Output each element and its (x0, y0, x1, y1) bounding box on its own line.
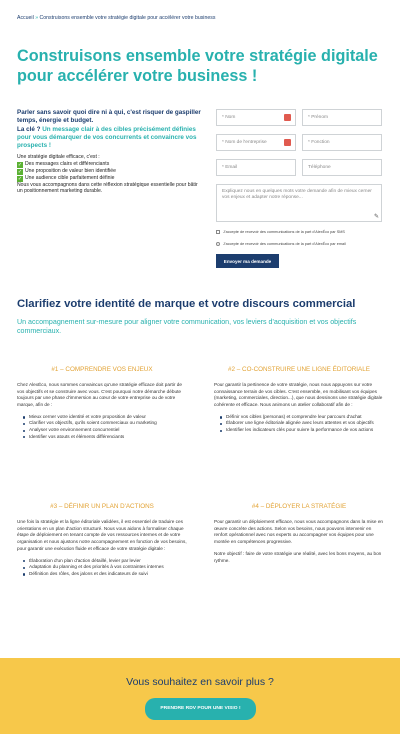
check-icon: ✓ (17, 168, 23, 175)
step-paragraph: Une fois la stratégie et la ligne éditoriale validées, il est essentiel de traduire ces orientations en un plan d'action structuré. Nous vous aidons à formaliser chaque étape de déploiement en tenant compte de vos ressources internes et de votre organisation et nous ajustons notre accompagnement en fonction de vos besoins, pour garantir une exécution fluide et efficace de votre stratégie digitale : (17, 519, 187, 551)
step-title: #3 – DÉFINIR UN PLAN D'ACTIONS (50, 503, 154, 510)
intro-lead: La clé ? (17, 125, 43, 133)
step-paragraph: Notre objectif : faire de votre stratégie une réalité, avec les bons moyens, au bon rythme. (214, 550, 382, 563)
page-title: Construisons ensemble votre stratégie digitale pour accélérer votre business ! (17, 47, 378, 85)
intro-text (17, 109, 202, 150)
contact-card-icon (284, 114, 291, 121)
cta-banner (0, 658, 400, 734)
step-bullet: Identifier les indicateurs clés pour suivre la performance de vos actions (220, 427, 384, 434)
step-bullet: Clarifier vos objectifs, qu'ils soient commerciaux ou marketing (23, 420, 187, 427)
contact-form (216, 109, 382, 268)
check-icon: ✓ (17, 175, 23, 182)
step-title: #2 – CO-CONSTRUIRE UNE LIGNE ÉDITORIALE (228, 366, 370, 373)
benefits-block (17, 154, 202, 195)
strategy-label: Une stratégie digitale efficace, c'est : (17, 154, 100, 160)
step-bullet: Identifier vos atouts et éléments différenciants (23, 434, 187, 441)
step-card (17, 503, 187, 577)
step-bullet: Mieux cerner votre identité et votre proposition de valeur (23, 414, 187, 421)
submit-button[interactable]: Envoyer ma demande (216, 254, 279, 268)
telephone-field[interactable]: Téléphone (302, 159, 382, 176)
consent-sms-checkbox[interactable] (216, 230, 220, 234)
step-title: #4 – DÉPLOYER LA STRATÉGIE (251, 503, 347, 510)
intro-line: Parler sans savoir quoi dire ni à qui, c'est risquer de gaspiller temps, énergie et budget. (17, 109, 201, 125)
fonction-field[interactable]: * Fonction (302, 134, 382, 151)
consent-email[interactable]: J'accepte de recevoir des communications de la part d'AlexÉco par email (216, 242, 382, 246)
step-card (214, 366, 384, 434)
contact-card-icon (284, 139, 291, 146)
breadcrumb-current: Construisons ensemble votre stratégie digitale pour accélérer votre business (39, 15, 216, 21)
benefits-outro: Nous vous accompagnons dans cette réflexion stratégique essentielle pour bâtir un positionnement marketing durable. (17, 181, 198, 195)
benefit-item: ✓ Une proposition de valeur bien identifiée (17, 167, 116, 175)
edit-icon: ✎ (373, 214, 379, 220)
step-bullet: Adaptation du planning et des priorités à vos contraintes internes (23, 564, 187, 571)
step-bullet: Analyser votre environnement concurrentiel (23, 427, 187, 434)
prenom-field[interactable]: * Prénom (302, 109, 382, 126)
check-icon: ✓ (17, 161, 23, 168)
book-visio-button[interactable]: PRENDRE RDV POUR UNE VISIO ! (145, 698, 256, 720)
step-card (17, 366, 187, 440)
nom-field[interactable]: * Nom (216, 109, 296, 126)
message-textarea[interactable]: Expliquez nous en quelques mots votre demande afin de mieux cerner vos enjeux et adapter notre réponse... ✎ (216, 184, 382, 222)
breadcrumb (17, 15, 215, 21)
step-bullet: Élaboration d'un plan d'action détaillé, levier par levier (23, 558, 187, 565)
benefit-item: ✓ Des messages clairs et différenciants (17, 160, 110, 168)
email-field[interactable]: * Email (216, 159, 296, 176)
benefit-item: ✓ Une audience cible parfaitement définie (17, 174, 115, 182)
step-paragraph: Pour garantir un déploiement efficace, nous vous accompagnons dans la mise en œuvre concrète des actions. Selon vos besoins, nous pouvons intervenir en renfort opérationnel avec nos experts ou accompagner vos équipes pour une montée en compétences progressive. (214, 519, 384, 545)
intro-highlight: Un message clair à des cibles précisément définies pour vous démarquer de vos concurrents et convaincre vos prospects ! (17, 125, 197, 150)
section-title: Clarifiez votre identité de marque et votre discours commercial (17, 298, 356, 310)
consent-email-checkbox[interactable] (216, 242, 220, 246)
step-paragraph: Pour garantir la pertinence de votre stratégie, nous nous appuyons sur votre connaissance terrain de vos cibles. C'est ensemble, en mobilisant vos équipes (marketing, commerciales, direction...), que nous dessinons une stratégie digitale cohérente et efficace. Nous animons un atelier collaboratif afin de : (214, 382, 383, 408)
step-paragraph: Chez AlexÉco, nous sommes convaincus qu'une stratégie efficace doit partir de vos objectifs et se construire avec vous. C'est pourquoi notre démarche débute toujours par une phase d'immersion au cœur de votre entreprise ou de votre marque, afin de : (17, 382, 182, 408)
consent-sms[interactable]: J'accepte de recevoir des communications de la part d'AlexÉco par SMS (216, 230, 382, 234)
entreprise-field[interactable]: * Nom de l'entreprise (216, 134, 296, 151)
step-title: #1 – COMPRENDRE VOS ENJEUX (51, 366, 153, 373)
step-bullet: Élaborer une ligne éditoriale alignée avec leurs attentes et vos objectifs (220, 420, 384, 427)
step-bullet: Définir vos cibles (personas) et comprendre leur parcours d'achat (220, 414, 384, 421)
step-bullet: Définition des rôles, des jalons et des indicateurs de suivi (23, 571, 187, 578)
breadcrumb-separator: » (35, 15, 39, 21)
cta-question: Vous souhaitez en savoir plus ? (126, 676, 274, 688)
step-card (214, 503, 384, 569)
section-subtitle: Un accompagnement sur-mesure pour aligner votre communication, vos leviers d'acquisition et vos objectifs commerciaux. (17, 318, 357, 335)
breadcrumb-home-link[interactable]: Accueil (17, 15, 34, 21)
